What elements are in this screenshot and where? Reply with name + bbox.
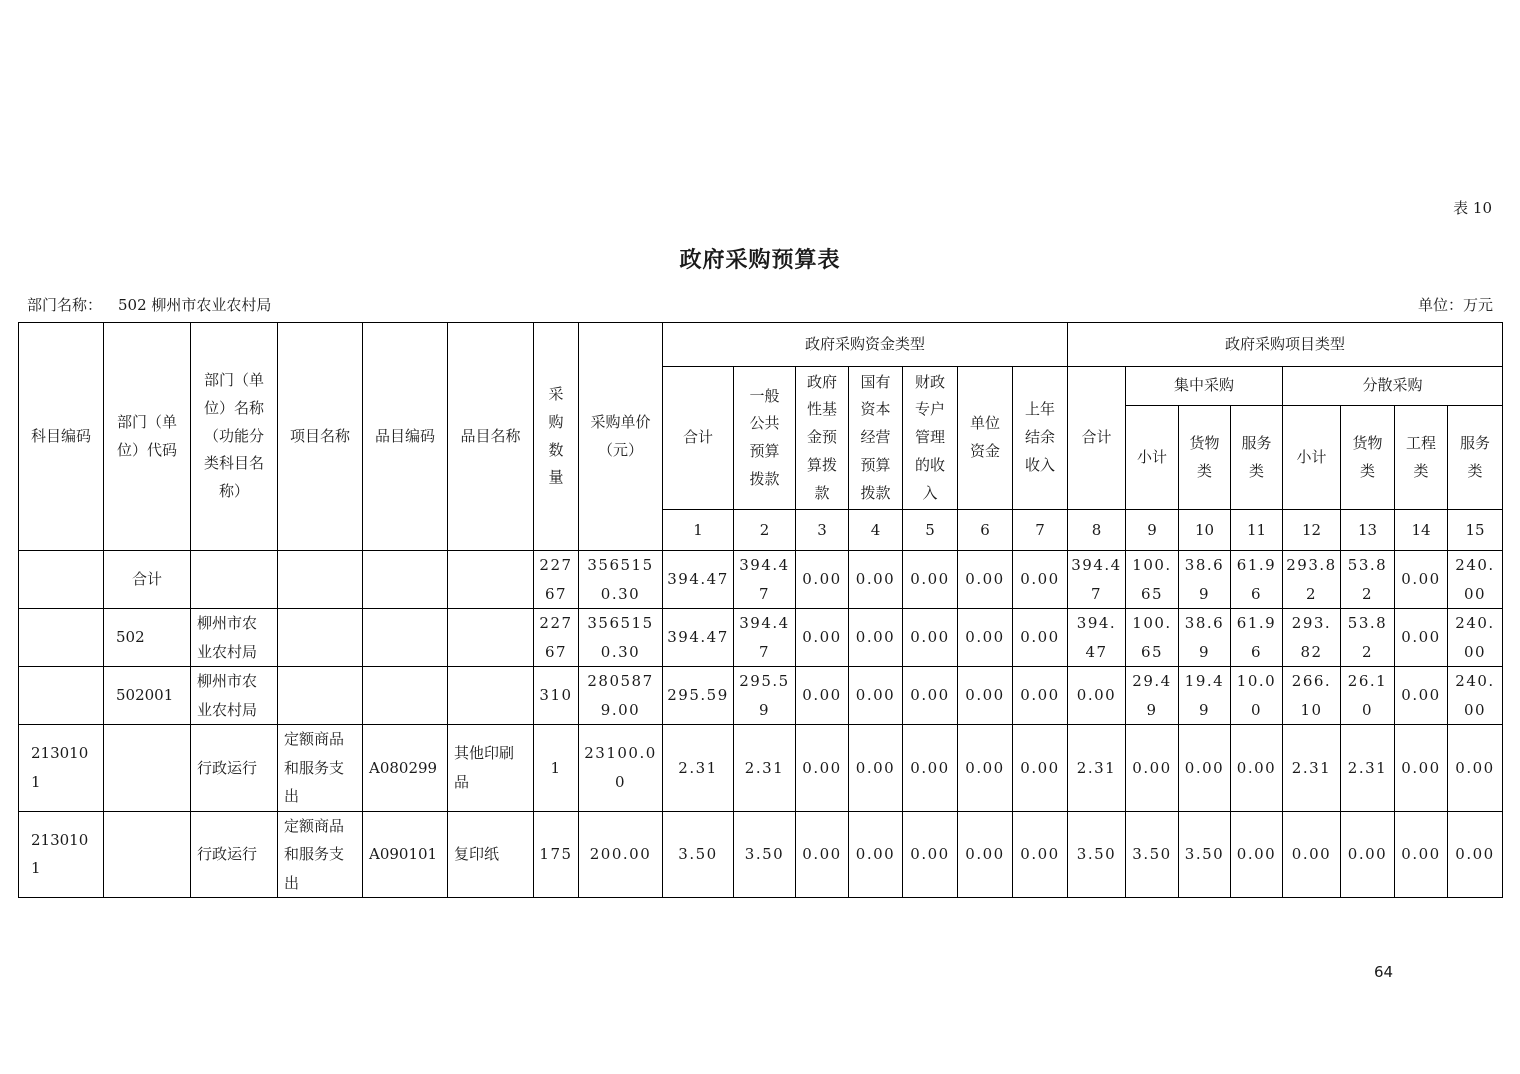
- header-dept-name: 部门（单位）名称（功能分类科目名称）: [191, 323, 278, 551]
- cell: 0.00: [796, 667, 849, 725]
- table-body: [19, 551, 1503, 898]
- cell: 2.31: [1068, 725, 1126, 812]
- cell: 0.00: [1283, 811, 1341, 898]
- cell: 293.82: [1283, 609, 1341, 667]
- table-number-label: 表 10: [1453, 199, 1492, 217]
- header-index: 7: [1013, 510, 1068, 551]
- table-row: [19, 725, 1503, 812]
- cell: [104, 811, 191, 898]
- header-item-code: 品目编码: [363, 323, 448, 551]
- cell: 0.00: [849, 725, 903, 812]
- cell: 26.10: [1341, 667, 1395, 725]
- cell: [448, 551, 534, 609]
- table-row: [19, 811, 1503, 898]
- cell: 0.00: [1395, 811, 1448, 898]
- header-index: 15: [1448, 510, 1503, 551]
- header-proj-total: 合计: [1068, 367, 1126, 510]
- procurement-budget-table: [18, 322, 1503, 898]
- cell: 100.65: [1126, 609, 1179, 667]
- cell: 29.49: [1126, 667, 1179, 725]
- cell: 200.00: [579, 811, 663, 898]
- cell: 0.00: [1395, 609, 1448, 667]
- cell: 柳州市农业农村局: [191, 609, 278, 667]
- cell: 0.00: [1126, 725, 1179, 812]
- header-centralized-services: 服务类: [1231, 406, 1283, 510]
- cell: 0.00: [1013, 551, 1068, 609]
- header-index: 11: [1231, 510, 1283, 551]
- cell: 0.00: [903, 609, 958, 667]
- header-index: 13: [1341, 510, 1395, 551]
- cell: 0.00: [849, 811, 903, 898]
- cell: 2.31: [1283, 725, 1341, 812]
- cell: 0.00: [1448, 811, 1503, 898]
- cell: 2805879.00: [579, 667, 663, 725]
- table-row: [19, 667, 1503, 725]
- cell: 3.50: [1068, 811, 1126, 898]
- cell: 定额商品和服务支出: [278, 725, 363, 812]
- cell: 0.00: [1013, 811, 1068, 898]
- cell: [19, 551, 104, 609]
- cell: 0.00: [958, 551, 1013, 609]
- cell: 0.00: [903, 667, 958, 725]
- cell: 100.65: [1126, 551, 1179, 609]
- header-index: 14: [1395, 510, 1448, 551]
- cell: 合计: [104, 551, 191, 609]
- header-group-project-type: 政府采购项目类型: [1068, 323, 1503, 367]
- header-index: 4: [849, 510, 903, 551]
- cell: 3565150.30: [579, 551, 663, 609]
- header-decentralized-services: 服务类: [1448, 406, 1503, 510]
- cell: 1: [534, 725, 579, 812]
- header-group-decentralized: 分散采购: [1283, 367, 1503, 406]
- cell: 394.47: [1068, 551, 1126, 609]
- header-index: 8: [1068, 510, 1126, 551]
- cell: 502: [104, 609, 191, 667]
- cell: 0.00: [958, 609, 1013, 667]
- cell: 295.59: [663, 667, 734, 725]
- cell: 175: [534, 811, 579, 898]
- header-index: 5: [903, 510, 958, 551]
- header-fund-prior-year-balance: 上年结余收入: [1013, 367, 1068, 510]
- cell: 502001: [104, 667, 191, 725]
- cell: 2.31: [734, 725, 796, 812]
- cell: 0.00: [1395, 551, 1448, 609]
- cell: 行政运行: [191, 725, 278, 812]
- cell: 310: [534, 667, 579, 725]
- cell: 0.00: [1013, 609, 1068, 667]
- cell: 293.82: [1283, 551, 1341, 609]
- cell: 0.00: [1395, 667, 1448, 725]
- cell: [448, 667, 534, 725]
- header-fund-total: 合计: [663, 367, 734, 510]
- cell: 2130101: [19, 811, 104, 898]
- header-fund-unit-funds: 单位资金: [958, 367, 1013, 510]
- cell: 0.00: [1013, 725, 1068, 812]
- cell: 柳州市农业农村局: [191, 667, 278, 725]
- cell: 3.50: [1126, 811, 1179, 898]
- cell: 3565150.30: [579, 609, 663, 667]
- cell: [191, 551, 278, 609]
- header-index: 10: [1179, 510, 1231, 551]
- header-decentralized-goods: 货物类: [1341, 406, 1395, 510]
- cell: 0.00: [1013, 667, 1068, 725]
- header-qty: 采购数量: [534, 323, 579, 551]
- cell: 其他印刷品: [448, 725, 534, 812]
- cell: 0.00: [1231, 725, 1283, 812]
- header-index: 9: [1126, 510, 1179, 551]
- cell: 定额商品和服务支出: [278, 811, 363, 898]
- header-decentralized-works: 工程类: [1395, 406, 1448, 510]
- cell: [19, 667, 104, 725]
- cell: [104, 725, 191, 812]
- cell: 0.00: [958, 667, 1013, 725]
- header-unit-price: 采购单价（元）: [579, 323, 663, 551]
- cell: 0.00: [1341, 811, 1395, 898]
- cell: 394.47: [734, 609, 796, 667]
- header-index: 2: [734, 510, 796, 551]
- cell: 295.59: [734, 667, 796, 725]
- table-row: [19, 609, 1503, 667]
- cell: 3.50: [734, 811, 796, 898]
- cell: [363, 551, 448, 609]
- cell: 240.00: [1448, 609, 1503, 667]
- table-header: [19, 323, 1503, 551]
- header-decentralized-subtotal: 小计: [1283, 406, 1341, 510]
- cell: 53.82: [1341, 609, 1395, 667]
- header-project-name: 项目名称: [278, 323, 363, 551]
- cell: 240.00: [1448, 667, 1503, 725]
- cell: [278, 551, 363, 609]
- cell: 61.96: [1231, 551, 1283, 609]
- header-fund-gov-fund: 政府性基金预算拨款: [796, 367, 849, 510]
- header-centralized-goods: 货物类: [1179, 406, 1231, 510]
- cell: 0.00: [796, 725, 849, 812]
- department-label: 部门名称：: [27, 296, 103, 314]
- unit-label: 单位：万元: [1417, 296, 1493, 314]
- header-fund-state-capital: 国有资本经营预算拨款: [849, 367, 903, 510]
- cell: 0.00: [903, 811, 958, 898]
- header-dept-code: 部门（单位）代码: [104, 323, 191, 551]
- header-item-name: 品目名称: [448, 323, 534, 551]
- meta-row: [27, 294, 1493, 315]
- header-subject-code: 科目编码: [19, 323, 104, 551]
- cell: 2130101: [19, 725, 104, 812]
- cell: 0.00: [1231, 811, 1283, 898]
- cell: 0.00: [849, 551, 903, 609]
- cell: [278, 609, 363, 667]
- cell: 38.69: [1179, 609, 1231, 667]
- cell: 0.00: [796, 551, 849, 609]
- header-centralized-subtotal: 小计: [1126, 406, 1179, 510]
- cell: 0.00: [958, 811, 1013, 898]
- cell: 394.47: [1068, 609, 1126, 667]
- table-row: [19, 551, 1503, 609]
- cell: 19.49: [1179, 667, 1231, 725]
- cell: 38.69: [1179, 551, 1231, 609]
- cell: 22767: [534, 551, 579, 609]
- cell: [278, 667, 363, 725]
- page-title: 政府采购预算表: [679, 247, 841, 273]
- cell: 复印纸: [448, 811, 534, 898]
- cell: 394.47: [663, 609, 734, 667]
- cell: A080299: [363, 725, 448, 812]
- cell: 0.00: [796, 811, 849, 898]
- cell: 3.50: [1179, 811, 1231, 898]
- page-number: 64: [1374, 963, 1394, 981]
- cell: 0.00: [849, 609, 903, 667]
- cell: 0.00: [1068, 667, 1126, 725]
- cell: [448, 609, 534, 667]
- cell: 0.00: [1395, 725, 1448, 812]
- header-index: 6: [958, 510, 1013, 551]
- cell: 0.00: [849, 667, 903, 725]
- cell: 22767: [534, 609, 579, 667]
- header-fund-general-budget: 一般公共预算拨款: [734, 367, 796, 510]
- cell: A090101: [363, 811, 448, 898]
- cell: 10.00: [1231, 667, 1283, 725]
- cell: 2.31: [663, 725, 734, 812]
- header-index: 3: [796, 510, 849, 551]
- cell: 61.96: [1231, 609, 1283, 667]
- cell: 0.00: [958, 725, 1013, 812]
- department-value: 502 柳州市农业农村局: [118, 296, 272, 314]
- cell: 0.00: [903, 725, 958, 812]
- cell: [19, 609, 104, 667]
- cell: 3.50: [663, 811, 734, 898]
- cell: [363, 609, 448, 667]
- cell: 0.00: [1179, 725, 1231, 812]
- cell: 2.31: [1341, 725, 1395, 812]
- header-group-centralized: 集中采购: [1126, 367, 1283, 406]
- header-index: 12: [1283, 510, 1341, 551]
- cell: 行政运行: [191, 811, 278, 898]
- header-index: 1: [663, 510, 734, 551]
- cell: 266.10: [1283, 667, 1341, 725]
- header-group-fund-type: 政府采购资金类型: [663, 323, 1068, 367]
- cell: 23100.00: [579, 725, 663, 812]
- cell: 394.47: [663, 551, 734, 609]
- cell: 394.47: [734, 551, 796, 609]
- cell: 53.82: [1341, 551, 1395, 609]
- cell: 0.00: [1448, 725, 1503, 812]
- cell: 240.00: [1448, 551, 1503, 609]
- cell: 0.00: [796, 609, 849, 667]
- cell: [363, 667, 448, 725]
- header-fund-fiscal-account: 财政专户管理的收入: [903, 367, 958, 510]
- cell: 0.00: [903, 551, 958, 609]
